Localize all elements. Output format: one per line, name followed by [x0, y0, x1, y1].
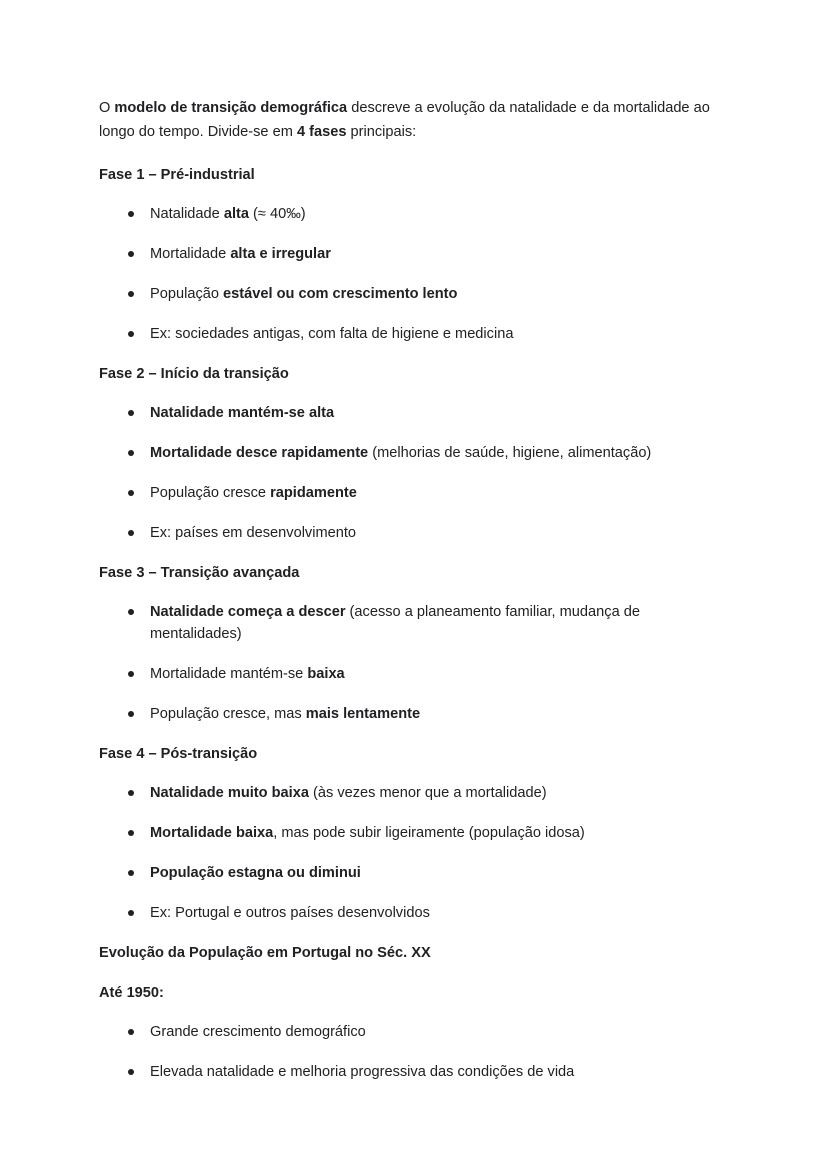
text-run: Ex: países em desenvolvimento: [150, 525, 357, 541]
text-run: População cresce: [150, 485, 271, 501]
bullet-list: [99, 1021, 719, 1083]
list-item-text: [150, 525, 356, 541]
section-heading: Fase 4 – Pós-transição: [99, 746, 258, 762]
text-run: , mas pode subir ligeiramente (população idosa): [273, 825, 585, 841]
bold-run: baixa: [307, 666, 345, 682]
bullet-dot-icon: [128, 671, 134, 677]
text-run: (às vezes menor que a mortalidade): [308, 785, 547, 801]
bullet-dot-icon: [128, 331, 134, 337]
list-item-text: [150, 825, 585, 841]
list-item: [99, 243, 719, 265]
bold-run: mais lentamente: [305, 706, 421, 722]
list-item-text: [150, 445, 651, 461]
spacer: [99, 924, 719, 942]
bullet-dot-icon: [128, 910, 134, 916]
list-item: [99, 1061, 719, 1083]
spacer: [99, 964, 719, 982]
list-item: [99, 442, 719, 464]
list-item: [99, 601, 719, 645]
text-run: População: [150, 286, 224, 302]
list-item: [99, 663, 719, 685]
bullet-dot-icon: [128, 1029, 134, 1035]
bold-run: Natalidade mantém-se alta: [150, 405, 335, 421]
sections-container: [99, 164, 719, 1083]
bullet-dot-icon: [128, 870, 134, 876]
bullet-dot-icon: [128, 490, 134, 496]
section-heading: Fase 1 – Pré-industrial: [99, 167, 255, 183]
spacer: [99, 765, 719, 782]
section-heading: Até 1950:: [99, 985, 164, 1001]
list-item: [99, 203, 719, 225]
bold-run: estável ou com crescimento lento: [223, 286, 458, 302]
spacer: [99, 584, 719, 601]
bullet-dot-icon: [128, 1069, 134, 1075]
list-item-text: [150, 246, 331, 262]
bold-run: Natalidade começa a descer: [150, 604, 346, 620]
bullet-list: [99, 601, 719, 725]
list-item-text: [150, 206, 306, 222]
bullet-dot-icon: [128, 530, 134, 536]
text-run: Ex: sociedades antigas, com falta de higiene e medicina: [150, 326, 514, 342]
intro-paragraph: [99, 96, 719, 144]
bold-run: rapidamente: [270, 485, 357, 501]
list-item: [99, 482, 719, 504]
spacer: [99, 186, 719, 203]
list-item: [99, 283, 719, 305]
list-item-text: [150, 1064, 574, 1080]
list-item-text: [150, 666, 345, 682]
bold-run: modelo de transição demográfica: [114, 100, 348, 116]
list-item: [99, 522, 719, 544]
list-item: [99, 323, 719, 345]
bold-run: Mortalidade baixa: [150, 825, 274, 841]
text-run: O: [99, 100, 115, 116]
bullet-dot-icon: [128, 251, 134, 257]
text-run: (≈ 40‰): [249, 206, 306, 222]
bold-run: 4 fases: [296, 124, 347, 140]
spacer: [99, 385, 719, 402]
spacer: [99, 544, 719, 562]
bold-run: alta e irregular: [230, 246, 331, 262]
text-run: (acesso a planeamento familiar, mudança de mentalidades): [150, 604, 640, 642]
list-item-text: [150, 405, 334, 421]
bullet-dot-icon: [128, 830, 134, 836]
text-run: principais:: [346, 124, 417, 140]
text-run: Grande crescimento demográfico: [150, 1024, 366, 1040]
text-run: Mortalidade: [150, 246, 231, 262]
document-body: [99, 96, 719, 1083]
list-item-text: [150, 905, 430, 921]
spacer: [99, 1004, 719, 1021]
text-run: Ex: Portugal e outros países desenvolvidos: [150, 905, 430, 921]
list-item-text: [150, 1024, 366, 1040]
text-run: (melhorias de saúde, higiene, alimentação): [368, 445, 652, 461]
list-item: [99, 822, 719, 844]
list-item-text: [150, 706, 420, 722]
list-item: [99, 1021, 719, 1043]
list-item: [99, 902, 719, 924]
text-run: Natalidade: [150, 206, 224, 222]
bullet-dot-icon: [128, 790, 134, 796]
list-item-text: [150, 286, 457, 302]
list-item: [99, 862, 719, 884]
bold-run: Mortalidade desce rapidamente: [150, 445, 369, 461]
bullet-list: [99, 782, 719, 924]
bullet-dot-icon: [128, 609, 134, 615]
list-item-text: [150, 485, 357, 501]
section-heading: Evolução da População em Portugal no Séc. XX: [99, 945, 431, 961]
bold-run: Natalidade muito baixa: [150, 785, 309, 801]
bold-run: alta: [223, 206, 249, 222]
text-run: População cresce, mas: [150, 706, 306, 722]
list-item-text: [150, 865, 361, 881]
text-run: Mortalidade mantém-se: [150, 666, 308, 682]
bullet-dot-icon: [128, 211, 134, 217]
list-item: [99, 703, 719, 725]
section-heading: Fase 3 – Transição avançada: [99, 565, 300, 581]
list-item: [99, 782, 719, 804]
list-item: [99, 402, 719, 424]
bullet-dot-icon: [128, 410, 134, 416]
bullet-dot-icon: [128, 711, 134, 717]
list-item-text: [150, 604, 640, 642]
bullet-list: [99, 402, 719, 544]
spacer: [99, 725, 719, 743]
list-item-text: [150, 785, 547, 801]
bold-run: População estagna ou diminui: [150, 865, 361, 881]
section-heading: Fase 2 – Início da transição: [99, 366, 289, 382]
spacer: [99, 345, 719, 363]
text-run: Elevada natalidade e melhoria progressiva das condições de vida: [150, 1064, 575, 1080]
text-run: descreve a evolução da natalidade e da mortalidade ao longo do tempo. Divide-se em: [99, 100, 710, 140]
list-item-text: [150, 326, 513, 342]
spacer: [99, 144, 719, 164]
bullet-dot-icon: [128, 450, 134, 456]
bullet-list: [99, 203, 719, 345]
bullet-dot-icon: [128, 291, 134, 297]
